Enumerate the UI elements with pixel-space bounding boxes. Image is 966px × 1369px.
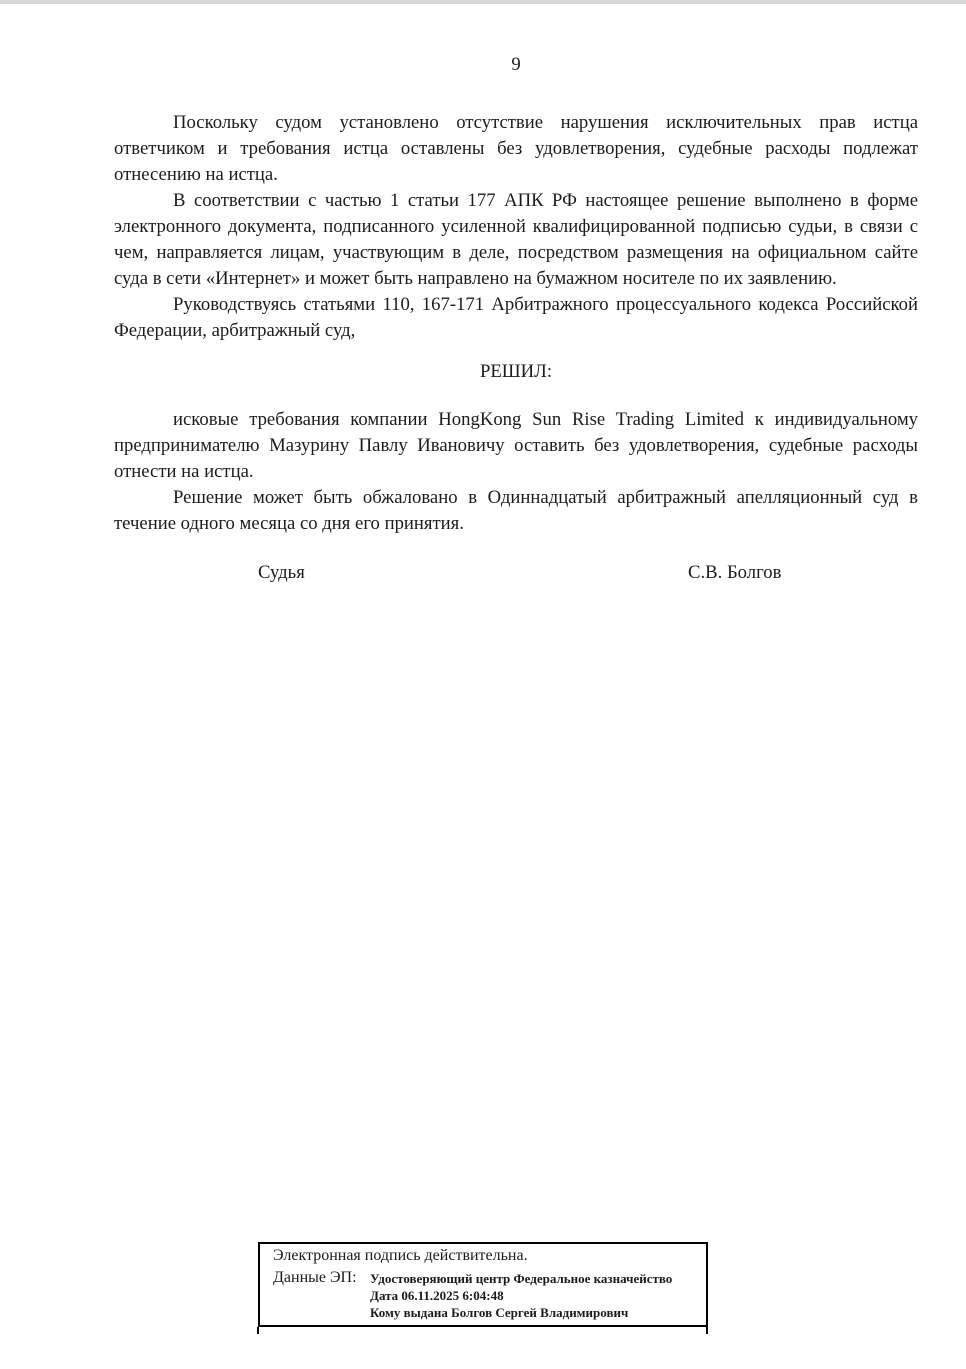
document-page — [114, 52, 918, 586]
esign-issued-to-line: Кому выдана Болгов Сергей Владимирович — [370, 1305, 629, 1320]
signature-row — [114, 560, 918, 586]
signature-name: С.В. Болгов — [688, 562, 782, 583]
decision-paragraph: исковые требования компании HongKong Sun Rise Trading Limited к индивидуальному предпринимателю Мазурину Павлу Ивановичу оставить без удовлетворения, судебные расходы отнести на истца. — [114, 409, 918, 482]
signature-role: Судья — [258, 562, 305, 583]
decision-paragraph: Решение может быть обжаловано в Одиннадцатый арбитражный апелляционный суд в течение одного месяца со дня его принятия. — [114, 487, 918, 534]
stamp-corner-tick-right — [706, 1327, 708, 1334]
body-paragraph: В соответствии с частью 1 статьи 177 АПК РФ настоящее решение выполнено в форме электронного документа, подписанного усиленной квалифицированной подписью судьи, в связи с чем, направляется лицам, участвующим в деле, посредством размещения на официальном сайте суда в сети «Интернет» и может быть направлено на бумажном носителе по их заявлению. — [114, 190, 918, 289]
viewer-top-edge — [0, 0, 966, 4]
esign-stamp — [258, 1242, 708, 1327]
body-paragraph: Поскольку судом установлено отсутствие нарушения исключительных прав истца ответчиком и требования истца оставлены без удовлетворения, судебные расходы подлежат отнесению на истца. — [114, 112, 918, 185]
esign-validity-text: Электронная подпись действительна. — [273, 1247, 528, 1264]
page-number: 9 — [511, 54, 521, 75]
esign-data-values — [370, 1268, 672, 1321]
resolution-heading: РЕШИЛ: — [479, 361, 553, 382]
esign-data-row — [273, 1268, 698, 1321]
esign-data-label: Данные ЭП: — [273, 1269, 357, 1286]
esign-date-line: Дата 06.11.2025 6:04:48 — [370, 1288, 504, 1303]
stamp-corner-tick-left — [257, 1327, 259, 1334]
esign-ca-line: Удостоверяющий центр Федеральное казначейство — [370, 1271, 673, 1286]
body-paragraph: Руководствуясь статьями 110, 167-171 Арбитражного процессуального кодекса Российской Федерации, арбитражный суд, — [114, 294, 918, 341]
